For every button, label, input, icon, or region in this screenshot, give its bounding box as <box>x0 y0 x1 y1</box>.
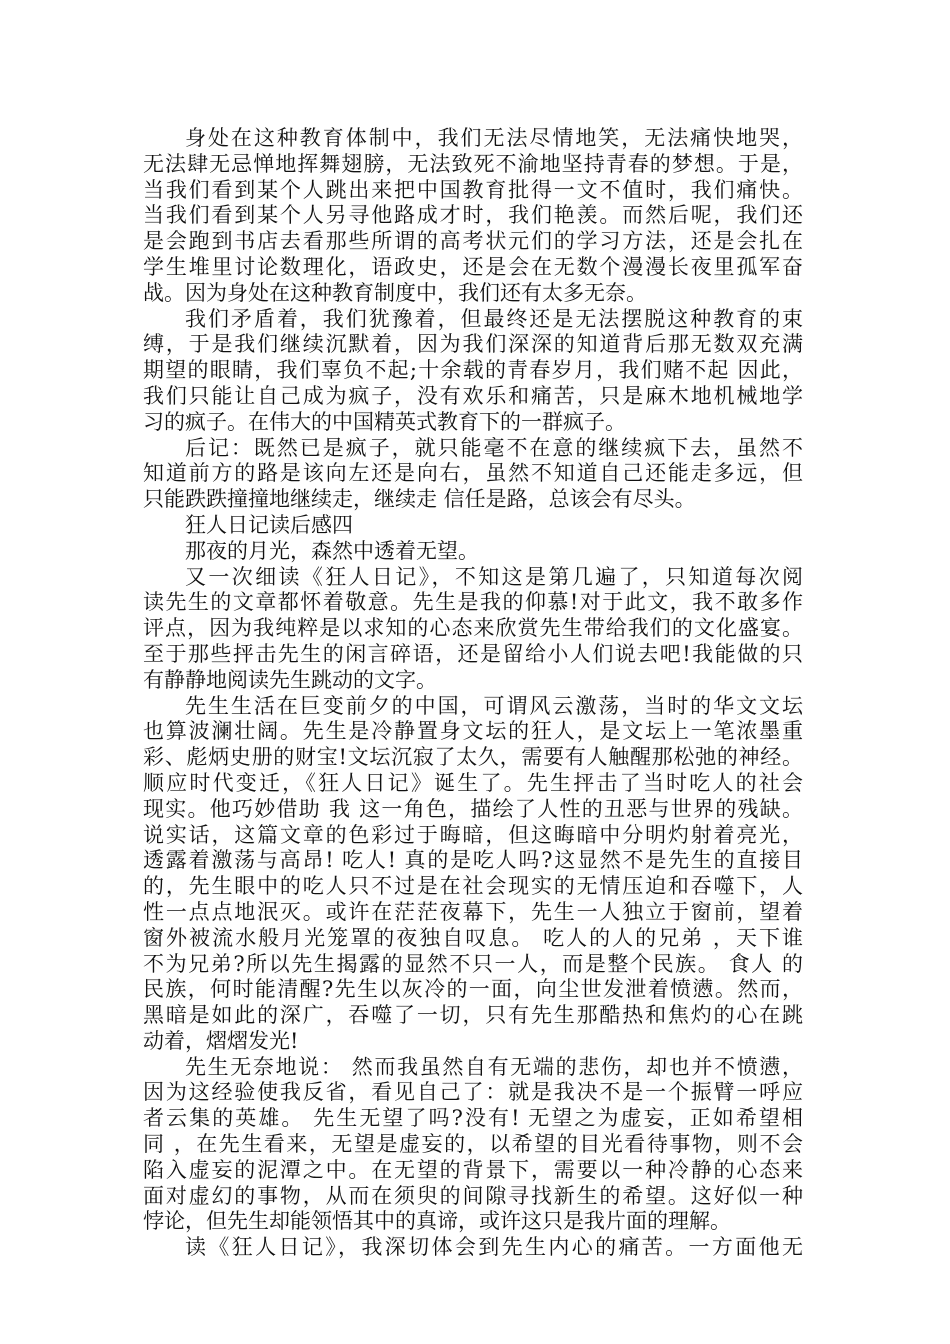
text-line: 又一次细读《狂人日记》，不知这是第几遍了，只知道每次阅 <box>185 564 803 589</box>
text-line: 顺应时代变迁，《狂人日记》诞生了。先生抨击了当时吃人的社会 <box>143 770 803 795</box>
text-line: 当我们看到某个人跳出来把中国教育批得一文不值时，我们痛快。 <box>143 177 803 202</box>
text-line: 后记：既然已是疯子，就只能毫不在意的继续疯下去，虽然不 <box>185 435 803 460</box>
text-line: 面对虚幻的事物，从而在须臾的间隙寻找新生的希望。这好似一种 <box>143 1183 803 1208</box>
text-line: 身处在这种教育体制中，我们无法尽情地笑，无法痛快地哭， <box>185 126 803 150</box>
text-line: 评点，因为我纯粹是以求知的心态来欣赏先生带给我们的文化盛宴。 <box>143 616 803 641</box>
text-line: 因为这经验使我反省，看见自己了：就是我决不是一个振臂一呼应 <box>143 1080 803 1105</box>
text-line: 不为兄弟?所以先生揭露的显然不只一人，而是整个民族。 食人 的 <box>143 951 803 976</box>
text-line: 同 ，在先生看来，无望是虚妄的，以希望的目光看待事物，则不会 <box>143 1132 803 1157</box>
text-line: 至于那些抨击先生的闲言碎语，还是留给小人们说去吧!我能做的只 <box>143 641 803 666</box>
text-line: 读先生的文章都怀着敬意。先生是我的仰慕!对于此文，我不敢多作 <box>143 590 803 615</box>
text-line: 的，先生眼中的吃人只不过是在社会现实的无情压迫和吞噬下，人 <box>143 874 803 899</box>
text-line: 期望的眼睛，我们辜负不起;十余载的青春岁月，我们赌不起 因此， <box>143 358 803 383</box>
text-line: 动着，熠熠发光! <box>143 1028 299 1053</box>
text-line: 彩、彪炳史册的财宝!文坛沉寂了太久，需要有人触醒那松弛的神经。 <box>143 745 803 770</box>
text-line: 性一点点地泯灭。或许在茫茫夜幕下，先生一人独立于窗前，望着 <box>143 899 803 924</box>
text-line: 透露着激荡与高昂! 吃人! 真的是吃人吗?这显然不是先生的直接目 <box>143 848 803 873</box>
section-heading-line: 狂人日记读后感四 <box>185 512 353 537</box>
text-line: 战。因为身处在这种教育制度中，我们还有太多无奈。 <box>143 280 647 305</box>
text-line: 先生生活在巨变前夕的中国，可谓风云激荡，当时的华文文坛 <box>185 693 803 718</box>
text-line: 习的疯子。在伟大的中国精英式教育下的一群疯子。 <box>143 409 626 434</box>
text-line: 无法肆无忌惮地挥舞翅膀，无法致死不渝地坚持青春的梦想。于是， <box>143 151 803 176</box>
text-line: 黑暗是如此的深广，吞噬了一切，只有先生那酷热和焦灼的心在跳 <box>143 1003 803 1028</box>
text-line: 陷入虚妄的泥潭之中。在无望的背景下，需要以一种冷静的心态来 <box>143 1157 803 1182</box>
text-line: 当我们看到某个人另寻他路成才时，我们艳羡。而然后呢，我们还 <box>143 203 803 228</box>
text-line: 悖论，但先生却能领悟其中的真谛，或许这只是我片面的理解。 <box>143 1209 731 1234</box>
text-line: 也算波澜壮阔。先生是冷静置身文坛的狂人，是文坛上一笔浓墨重 <box>143 719 803 744</box>
text-line: 读《狂人日记》，我深切体会到先生内心的痛苦。一方面他无 <box>185 1235 803 1260</box>
text-line: 现实。他巧妙借助 我 这一角色，描绘了人性的丑恶与世界的残缺。 <box>143 796 803 821</box>
document-body <box>143 126 803 1261</box>
text-line: 是会跑到书店去看那些所谓的高考状元们的学习方法，还是会扎在 <box>143 229 803 254</box>
text-line: 我们矛盾着，我们犹豫着，但最终还是无法摆脱这种教育的束 <box>185 306 803 331</box>
text-line: 只能跌跌撞撞地继续走，继续走 信任是路，总该会有尽头。 <box>143 487 696 512</box>
text-line: 窗外被流水般月光笼罩的夜独自叹息。 吃人的人的兄弟 ，天下谁 <box>143 925 803 950</box>
text-line: 先生无奈地说： 然而我虽然自有无端的悲伤，却也并不愤懑， <box>185 1054 803 1079</box>
text-line: 知道前方的路是该向左还是向右，虽然不知道自己还能走多远，但 <box>143 461 803 486</box>
text-line: 有静静地阅读先生跳动的文字。 <box>143 667 437 692</box>
text-line: 学生堆里讨论数理化，语政史，还是会在无数个漫漫长夜里孤军奋 <box>143 254 803 279</box>
text-line: 者云集的英雄。 先生无望了吗?没有! 无望之为虚妄，正如希望相 <box>143 1106 803 1131</box>
text-line: 说实话，这篇文章的色彩过于晦暗，但这晦暗中分明灼射着亮光， <box>143 822 803 847</box>
text-line: 缚，于是我们继续沉默着，因为我们深深的知道背后那无数双充满 <box>143 332 803 357</box>
text-line: 我们只能让自己成为疯子，没有欢乐和痛苦，只是麻木地机械地学 <box>143 383 803 408</box>
section-heading-line: 那夜的月光，森然中透着无望。 <box>185 538 479 563</box>
text-line: 民族，何时能清醒?先生以灰冷的一面，向尘世发泄着愤懑。然而， <box>143 977 803 1002</box>
